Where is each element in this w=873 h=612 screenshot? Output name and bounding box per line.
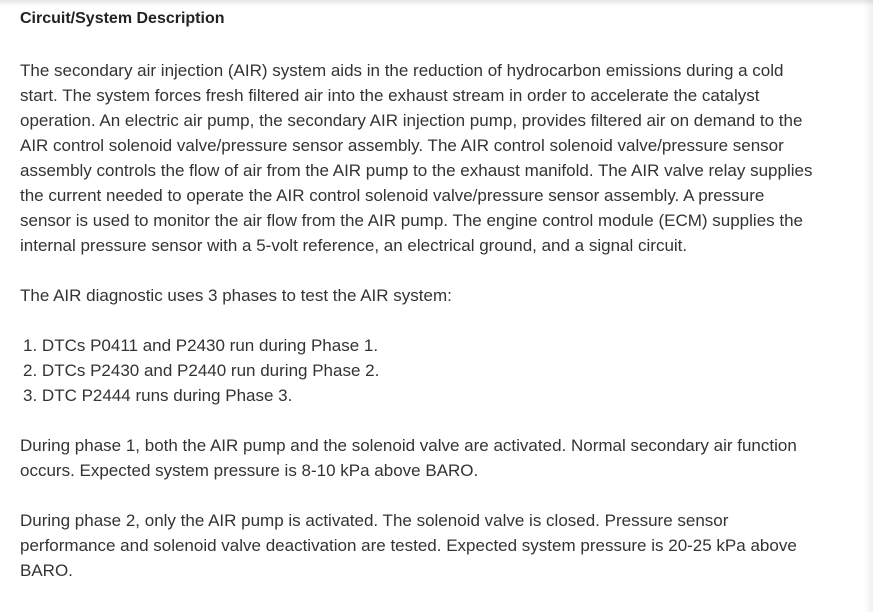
list-item-text: DTCs P2430 and P2440 run during Phase 2. [41, 361, 380, 380]
top-shadow [0, 0, 873, 6]
phase-2-paragraph: During phase 2, only the AIR pump is activated. The solenoid valve is closed. Pressure sensor performance and solenoid valve deactivation are tested. Expected system pressure is 20-25 kPa above BARO. [20, 511, 797, 580]
list-item-number: 1. [23, 336, 38, 355]
list-item-text: DTC P2444 runs during Phase 3. [41, 386, 293, 405]
section-heading: Circuit/System Description [20, 10, 225, 27]
phase-list [20, 333, 820, 408]
list-item [23, 383, 820, 408]
system-description-paragraph: The secondary air injection (AIR) system aids in the reduction of hydrocarbon emissions during a cold start. The system forces fresh filtered air into the exhaust stream in order to accelerate the catalyst operation. An electric air pump, the secondary AIR injection pump, provides filtered air on demand to the AIR control solenoid valve/pressure sensor assembly. The AIR control solenoid valve/pressure sensor assembly controls the flow of air from the AIR pump to the exhaust manifold. The AIR valve relay supplies the current needed to operate the AIR control solenoid valve/pressure sensor assembly. A pressure sensor is used to monitor the air flow from the AIR pump. The engine control module (ECM) supplies the internal pressure sensor with a 5-volt reference, an electrical ground, and a signal circuit. [20, 61, 813, 255]
list-item-number: 2. [23, 361, 38, 380]
list-item [23, 358, 820, 383]
diagnostic-intro-paragraph: The AIR diagnostic uses 3 phases to test the AIR system: [20, 286, 452, 305]
right-scroll-shadow [863, 0, 873, 612]
document-body [20, 9, 820, 608]
list-item [23, 333, 820, 358]
phase-1-paragraph: During phase 1, both the AIR pump and the solenoid valve are activated. Normal secondary air function occurs. Expected system pressure is 8-10 kPa above BARO. [20, 436, 797, 480]
list-item-number: 3. [23, 386, 38, 405]
list-item-text: DTCs P0411 and P2430 run during Phase 1. [41, 336, 379, 355]
